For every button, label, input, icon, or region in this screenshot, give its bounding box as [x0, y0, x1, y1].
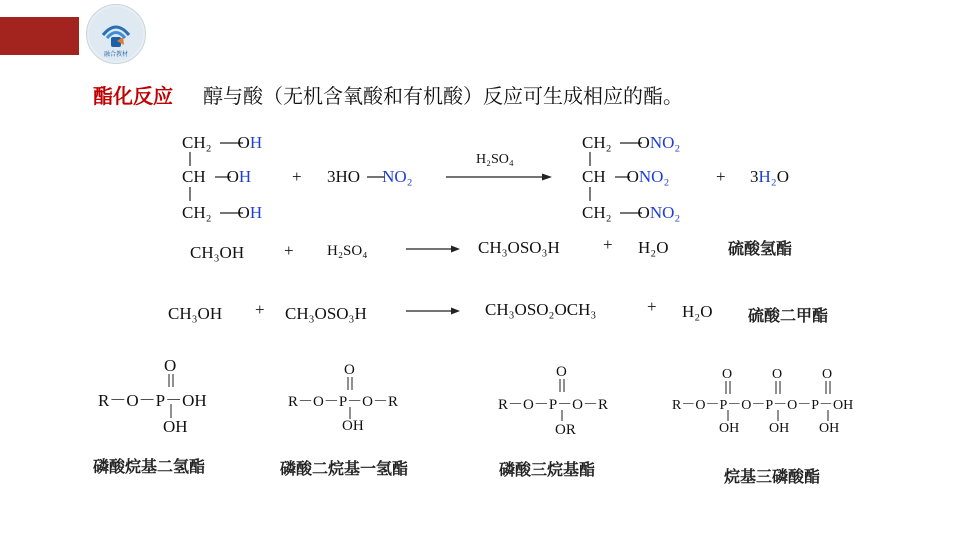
glycerol-row-2: CH OH — [182, 167, 252, 186]
product-water: H₂O — [682, 302, 713, 321]
label-phosphate-3: 磷酸三烷基酯 — [499, 460, 596, 479]
catalyst-label: H₂SO₄ — [476, 152, 514, 167]
reactant-sulfuric-acid: H₂SO₄ — [327, 243, 368, 259]
label-phosphate-2: 磷酸二烷基一氢酯 — [280, 459, 409, 478]
nitric-acid: 3HO NO₂ — [327, 167, 413, 186]
glycerol-row-1: CH₂ OH — [182, 133, 263, 152]
label-dimethyl-sulfate: 硫酸二甲酯 — [748, 306, 829, 325]
plus-sign: + — [255, 300, 265, 319]
plus-sign: + — [716, 167, 726, 186]
nitrate-row-1: CH₂ ONO₂ — [582, 133, 681, 152]
phosphate-4-bottom-group: OH — [819, 421, 840, 436]
phosphate-4-top-oxygen: O — [772, 367, 783, 382]
phosphate-4-top-oxygen: O — [822, 367, 833, 382]
phosphate-4-top-oxygen: O — [722, 367, 733, 382]
reactant-methanol: CH₃OH — [168, 304, 223, 323]
phosphate-4-structure: R－O－P－O－P－O－P－OH — [672, 398, 854, 413]
label-phosphate-1: 磷酸烷基二氢酯 — [93, 457, 206, 476]
phosphate-2-top-oxygen: O — [344, 362, 355, 378]
label-phosphate-4: 烷基三磷酸酯 — [724, 467, 821, 486]
phosphate-2-bottom-group: OH — [342, 418, 364, 434]
product-water: H₂O — [638, 238, 669, 257]
logo-caption: 融合教材 — [103, 51, 128, 58]
label-hydrogen-sulfate-ester: 硫酸氢酯 — [728, 239, 793, 258]
plus-sign: + — [647, 297, 657, 316]
title-keyword: 酯化反应 — [93, 84, 173, 108]
nitrate-row-3: CH₂ ONO₂ — [582, 203, 681, 222]
phosphate-3-bottom-group: OR — [555, 422, 576, 438]
nitrate-row-2: CH ONO₂ — [582, 167, 670, 186]
plus-sign: + — [603, 235, 613, 254]
water-product: 3H₂O — [750, 167, 789, 186]
phosphate-4-bottom-group: OH — [719, 421, 740, 436]
product-dimethyl-sulfate: CH₃OSO₂OCH₃ — [485, 300, 597, 319]
reactant-methyl-hydrogen-sulfate: CH₃OSO₃H — [285, 304, 367, 323]
plus-sign: + — [284, 241, 294, 260]
phosphate-1-bottom-group: OH — [163, 417, 188, 436]
phosphate-1-top-oxygen: O — [164, 356, 177, 375]
product-methyl-hydrogen-sulfate: CH₃OSO₃H — [478, 238, 560, 257]
reactant-methanol: CH₃OH — [190, 243, 245, 262]
phosphate-3-top-oxygen: O — [556, 364, 567, 380]
title-description: 醇与酸（无机含氧酸和有机酸）反应可生成相应的酯。 — [203, 84, 683, 108]
phosphate-4-bottom-group: OH — [769, 421, 790, 436]
phosphate-1-structure: R－O－P－OH — [98, 391, 207, 410]
plus-sign: + — [292, 167, 302, 186]
phosphate-3-structure: R－O－P－O－R — [498, 397, 609, 413]
glycerol-row-3: CH₂ OH — [182, 203, 263, 222]
phosphate-2-structure: R－O－P－O－R — [288, 394, 399, 410]
